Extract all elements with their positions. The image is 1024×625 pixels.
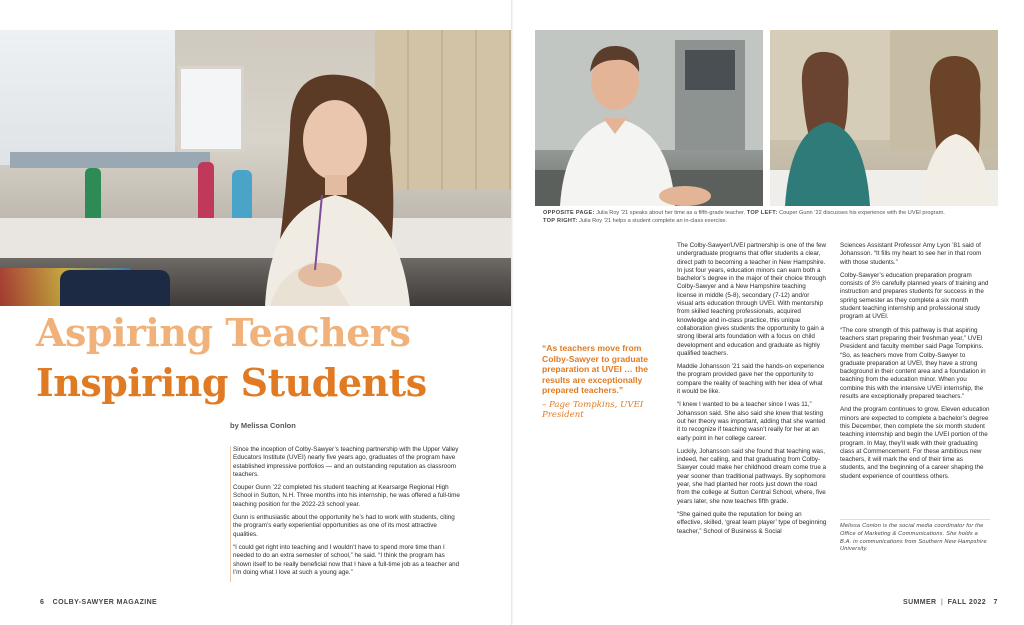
byline: by Melissa Conlon — [230, 421, 296, 430]
paragraph: Luckily, Johansson said she found that teaching was, indeed, her calling, and that graduating from Colby-Sawyer could make her childhood dream come true a year sooner than traditional pathways. By sophomore year, she had planted her roots just down the road from the college at Sutton Central School, where, five years later, she now teaches fifth grade. — [677, 447, 827, 505]
issue-separator: | — [940, 599, 944, 606]
photo-chair — [60, 270, 170, 306]
page-number: 6 — [40, 599, 45, 606]
caption-text: Julia Roy ’21 helps a student complete an in-class exercise. — [579, 217, 728, 224]
photo-shelf — [10, 152, 210, 168]
photo-bottle — [198, 162, 214, 220]
caption-label: TOP LEFT: — [746, 210, 778, 216]
paragraph: Maddie Johansson ’21 said the hands-on experience the program provided gave her the opportunity to compare the reality of teaching with her idea of what it would be like. — [677, 363, 825, 396]
caption-label: TOP RIGHT: — [543, 217, 578, 224]
caption-text: Julia Roy ’21 speaks about her time as a fifth-grade teacher. — [596, 210, 746, 216]
photo-man-figure — [535, 30, 763, 206]
caption-text: Couper Gunn ’22 discusses his experience with the UVEI program. — [779, 210, 945, 216]
classroom-photo — [0, 30, 511, 306]
page-number: 7 — [993, 599, 998, 606]
paragraph: “She gained quite the reputation for being an effective, skilled, ‘great team player’ type of beginning teacher,” School of Business & Social — [677, 510, 827, 535]
paragraph: Gunn is enthusiastic about the opportunity he’s had to work with students, citing the program’s early experiential opportunities as one of its most attractive qualities. — [233, 514, 455, 538]
students-girls-photo — [770, 30, 998, 206]
body-column-middle — [677, 242, 827, 541]
title-line-2: Inspiring Students — [36, 360, 427, 405]
paragraph: And the program continues to grow. Eleven education minors are expected to complete a bachelor’s degree this December, then complete the six month student teaching internship and begin the UVEI portion of the program. In May, they’ll walk with their graduating class at Commencement. For these ambitious new teachers, it will mark the end of their time as students, and the beginning of a career shaping the student experience of countless others. — [840, 406, 990, 480]
caption-label: OPPOSITE PAGE: — [543, 210, 595, 216]
photo-woman-speaking — [230, 70, 430, 306]
student-man-photo — [535, 30, 763, 206]
article-title — [36, 308, 506, 408]
paragraph: The Colby-Sawyer/UVEI partnership is one of the few undergraduate programs that offer students a clear, direct path to becoming a teacher in New Hampshire. In just four years, education minors can earn both a bachelor’s degree in the major of their choice through Colby-Sawyer and a New Hampshire teaching license in middle (5-8), secondary (7-12) and/or visual arts education through UVEI. With mentorship from skilled teaching professionals, acquired knowledge and in-class practice, this unique collaboration gives students the opportunity to gain a strong liberal arts foundation with a focus on child development and education and graduate as highly qualified teachers. — [677, 242, 827, 357]
body-column-right — [840, 242, 990, 486]
pull-quote-text: “As teachers move from Colby-Sawyer to graduate preparation at UVEI … the results are exceptionally prepared teachers.” — [542, 343, 649, 395]
paragraph: Since the inception of Colby-Sawyer’s teaching partnership with the Upper Valley Educators Institute (UVEI) nearly five years ago, graduates of the program have established impressive portfolios — and an outstanding reputation as classroom teachers. — [233, 446, 459, 478]
title-line-1: Aspiring Teachers — [36, 310, 411, 355]
issue-date: FALL 2022 — [947, 599, 987, 606]
page-gutter — [511, 0, 513, 625]
issue-season: SUMMER — [903, 599, 937, 606]
paragraph: “The core strength of this pathway is that aspiring teachers start preparing their freshman year,” UVEI President and faculty member said Page Tompkins. “So, as teachers move from Colby-Sawyer to graduate preparation at UVEI, they have a strong background in their content area and a foundation in teaching from the education minor. When you combine this with the intensive UVEI internship, the results are exceptionally prepared teachers.” — [840, 326, 986, 401]
footer-right — [903, 599, 998, 606]
paragraph: “I could get right into teaching and I wouldn’t have to spend more time than I needed to do an extra semester of school,” he said. “I think the program has shown itself to be really beneficial now that I have a full-time job as a teacher and I’m doing what I love at such a young age.” — [233, 543, 460, 576]
photo-girls-figures — [770, 30, 998, 206]
body-column-left — [230, 446, 463, 582]
photo-caption — [543, 210, 998, 225]
photo-window — [0, 30, 175, 165]
paragraph: Colby-Sawyer’s education preparation program consists of 3½ carefully planned years of training and instruction and prepares students for success in the spring semester as they complete a six month student teaching internship and professional study program at UVEI. — [840, 271, 989, 321]
photo-bottle — [85, 168, 101, 220]
publication-name: COLBY-SAWYER MAGAZINE — [52, 599, 158, 606]
pull-quote — [542, 343, 662, 421]
pull-quote-attribution: – Page Tompkins, UVEI President — [542, 399, 644, 420]
paragraph: Couper Gunn ’22 completed his student teaching at Kearsarge Regional High School in Sutton, N.H. Three months into his internship, he was offered a full-time teaching position for the 2022-23 school year. — [233, 484, 460, 508]
author-bio: Melissa Conlon is the social media coordinator for the Office of Marketing & Communications. She holds a B.A. in communications from Southern New Hampshire University. — [840, 519, 990, 554]
footer-left — [40, 599, 157, 606]
paragraph: “I knew I wanted to be a teacher since I was 11,” Johansson said. She also said she knew that testing out her theory was important, adding that she wanted it to recognize if teaching wasn’t really for her at an early point in her college career. — [677, 401, 826, 442]
paragraph: Sciences Assistant Professor Amy Lyon ’81 said of Johansson. “It fills my heart to see her in that room with those students.” — [840, 242, 982, 266]
